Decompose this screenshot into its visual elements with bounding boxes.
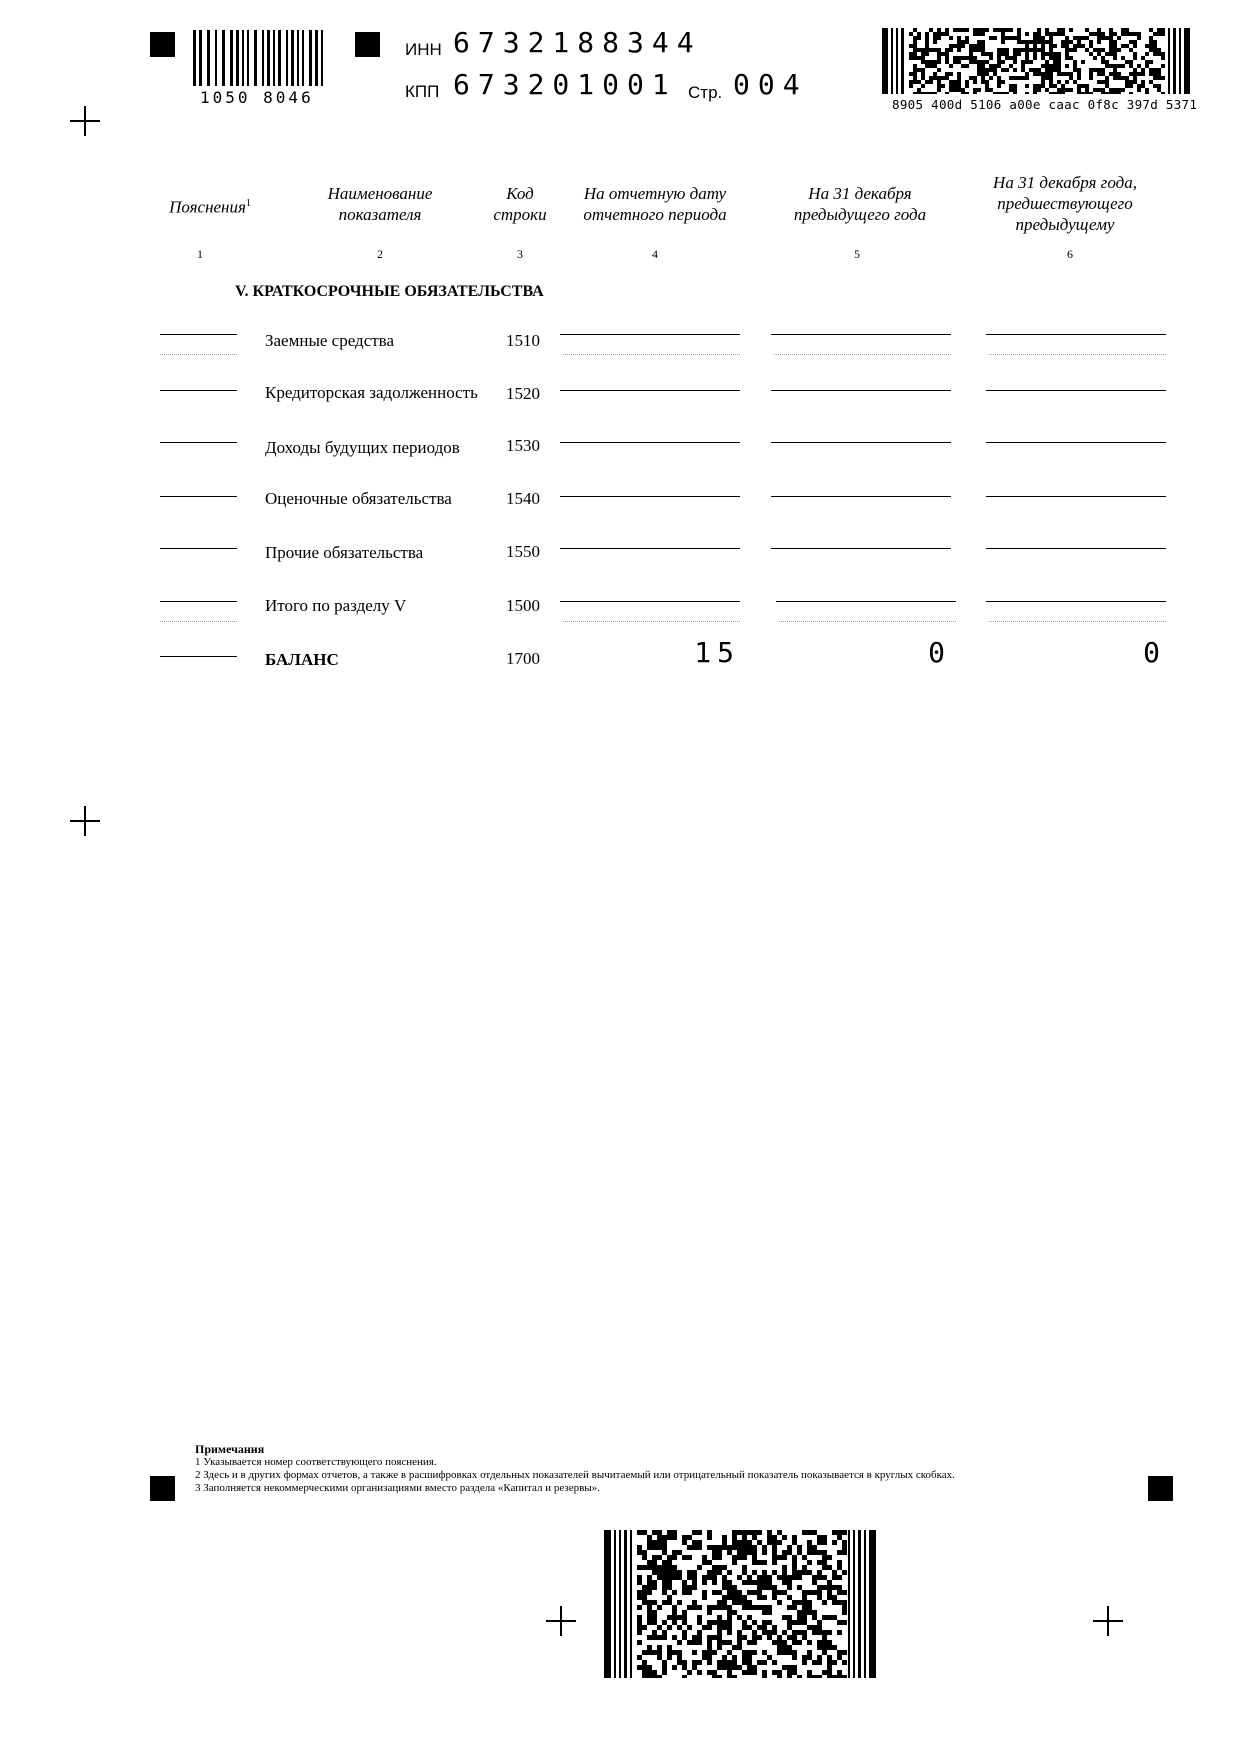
row-1540-value-4[interactable] [560,496,740,497]
col1-header-footnote: 1 [245,198,251,209]
col3-header [480,183,560,225]
corner-marker-top-mid [355,32,380,57]
row-1500-name: Итого по разделу V [265,596,407,615]
col2-header-line2: показателя [338,205,422,224]
row-1700-name: БАЛАНС [265,650,339,669]
col6-header-line1: На 31 декабря года, [993,173,1137,192]
registration-cross-2 [70,806,100,836]
row-1520-value-5[interactable] [771,390,951,391]
row-1540-value-5[interactable] [771,496,951,497]
row-1500-note-line[interactable] [160,601,237,602]
row-1520-value-4[interactable] [560,390,740,391]
row-1540-note-line[interactable] [160,496,237,497]
col4-header-line2: отчетного периода [583,205,727,224]
row-1510-value-6[interactable] [986,334,1166,335]
linear-barcode [193,30,327,86]
row-1500-note-dots [160,621,237,622]
corner-marker-bottom-right [1148,1476,1173,1501]
row-1700-value-6[interactable]: 0 [1143,636,1166,669]
row-1520-value-6[interactable] [986,390,1166,391]
row-1530-value-6[interactable] [986,442,1166,443]
col-number-2: 2 [377,247,383,261]
row-1530-name: Доходы будущих периодов [265,438,460,457]
col5-header-line1: На 31 декабря [808,184,912,203]
col6-header-line2: предшествующего [997,194,1133,213]
col2-header [290,183,470,225]
row-1550-code: 1550 [506,542,540,561]
row-1540-name: Оценочные обязательства [265,489,452,508]
registration-cross-1 [70,106,100,136]
row-1550-value-5[interactable] [771,548,951,549]
notes-title: Примечания [195,1442,265,1456]
row-1550-value-6[interactable] [986,548,1166,549]
row-1520-name: Кредиторская задолженность [265,383,478,402]
row-1510-note-dots [160,354,237,355]
row-1510-name: Заемные средства [265,331,395,350]
row-1510-note-line[interactable] [160,334,237,335]
row-1700-code: 1700 [506,649,540,668]
row-1700-value-5[interactable]: 0 [928,636,951,669]
col4-header-line1: На отчетную дату [583,184,727,203]
row-1510-dots-4 [563,354,740,355]
barcode-number: 1050 8046 [200,88,314,107]
col1-header [150,193,270,218]
row-1540-value-6[interactable] [986,496,1166,497]
row-1700-note-line[interactable] [160,656,237,657]
row-1500-dots-6 [989,621,1166,622]
kpp-value: 673201001 [453,68,677,101]
col-number-3: 3 [517,247,523,261]
row-1510-dots-5 [774,354,951,355]
row-1550-note-line[interactable] [160,548,237,549]
corner-marker-top-left [150,32,175,57]
row-1530-value-4[interactable] [560,442,740,443]
col6-header [960,172,1170,235]
row-1500-dots-4 [563,621,740,622]
row-1550-value-4[interactable] [560,548,740,549]
inn-label: ИНН [405,40,442,59]
col-number-1: 1 [197,247,203,261]
col5-header-line2: предыдущего года [793,205,927,224]
col1-header-text: Пояснения [169,197,246,217]
registration-cross-3 [546,1606,576,1636]
row-1500-dots-5 [779,621,956,622]
note-3: 3 Заполняется некоммерческими организациями вместо раздела «Капитал и резервы». [195,1482,600,1494]
notes-block [195,1443,955,1495]
col-number-6: 6 [1067,247,1073,261]
row-1530-value-5[interactable] [771,442,951,443]
row-1550-name: Прочие обязательства [265,543,424,562]
page-value: 004 [733,68,808,101]
2d-barcode-bottom [604,1530,876,1678]
registration-cross-4 [1093,1606,1123,1636]
col4-header [560,183,750,225]
row-1530-note-line[interactable] [160,442,237,443]
col-number-5: 5 [854,247,860,261]
row-1700-value-4[interactable]: 15 [694,636,740,669]
section-title: V. КРАТКОСРОЧНЫЕ ОБЯЗАТЕЛЬСТВА [235,283,544,300]
col3-header-line2: строки [493,205,547,224]
col6-header-line3: предыдущему [1015,215,1115,234]
row-1500-code: 1500 [506,596,540,615]
col-number-4: 4 [652,247,658,261]
row-1520-note-line[interactable] [160,390,237,391]
row-1510-code: 1510 [506,331,540,350]
kpp-label: КПП [405,82,440,101]
col2-header-line1: Наименование [327,184,433,203]
row-1540-code: 1540 [506,489,540,508]
inn-value: 6732188344 [453,26,702,59]
2d-barcode-top [882,28,1190,94]
page-label: Стр. [688,83,723,102]
row-1500-value-5[interactable] [776,601,956,602]
row-1520-code: 1520 [506,384,540,403]
row-1510-value-4[interactable] [560,334,740,335]
row-1510-dots-6 [989,354,1166,355]
row-1510-value-5[interactable] [771,334,951,335]
col5-header [765,183,955,225]
2d-barcode-text: 8905 400d 5106 a00e caac 0f8c 397d 5371 [892,97,1198,112]
col3-header-line1: Код [506,184,534,203]
row-1530-code: 1530 [506,436,540,455]
note-2: 2 Здесь и в других формах отчетов, а также в расшифровках отдельных показателей вычитаемый или отрицательный показатель показывается в круглых скобках. [195,1469,955,1481]
row-1500-value-6[interactable] [986,601,1166,602]
row-1500-value-4[interactable] [560,601,740,602]
note-1: 1 Указывается номер соответствующего пояснения. [195,1456,437,1468]
corner-marker-bottom-left [150,1476,175,1501]
